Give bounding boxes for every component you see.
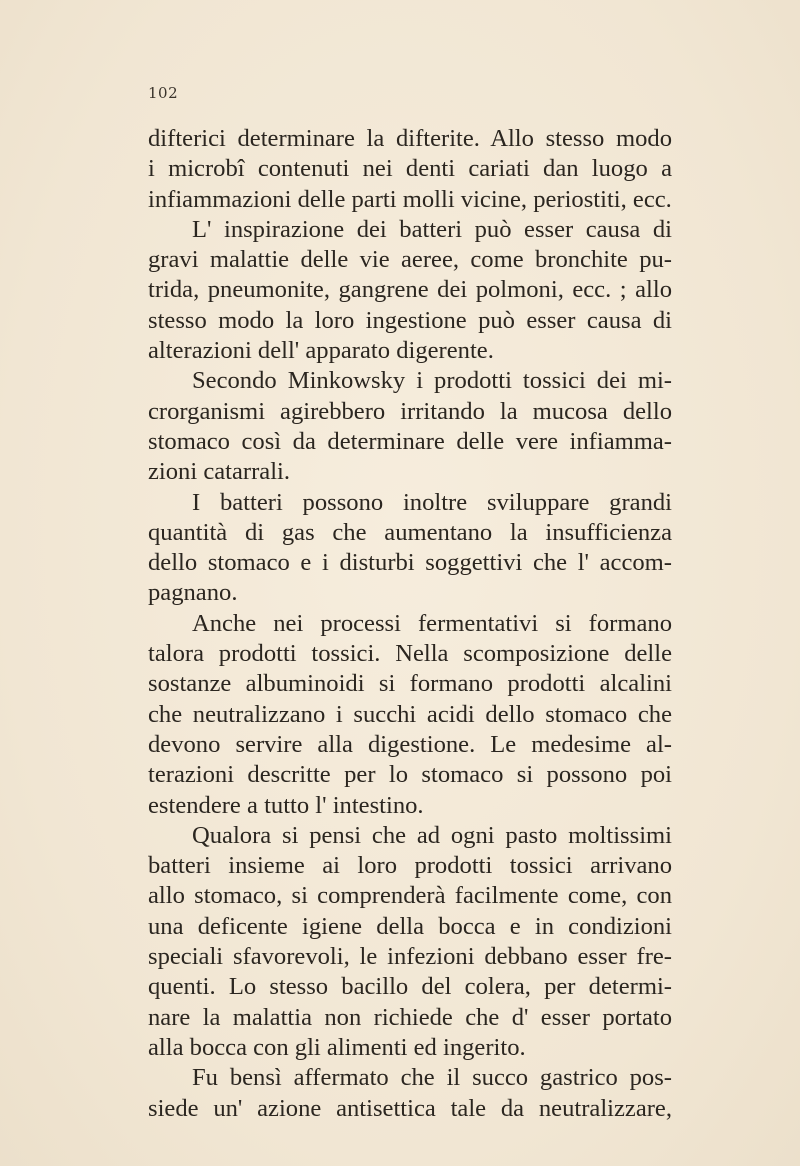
- text-line: Qualora si pensi che ad ogni pasto moltissimi: [192, 821, 672, 849]
- text-line: una deficente igiene della bocca e in condizioni: [148, 912, 672, 940]
- text-line: Secondo Minkowsky i prodotti tossici dei mi-: [192, 367, 672, 395]
- text-line: batteri insieme ai loro prodotti tossici arrivano: [148, 852, 672, 880]
- page-number: 102: [148, 84, 179, 102]
- text-line: crorganismi agirebbero irritando la mucosa dello: [148, 397, 672, 425]
- text-line: alla bocca con gli alimenti ed ingerito.: [148, 1033, 526, 1061]
- text-line: sostanze albuminoidi si formano prodotti alcalini: [148, 670, 672, 698]
- text-line: dello stomaco e i disturbi soggettivi che l' accom-: [148, 549, 672, 577]
- text-line: allo stomaco, si comprenderà facilmente come, con: [148, 882, 672, 910]
- text-line: nare la malattia non richiede che d' esser portato: [148, 1003, 672, 1031]
- text-line: terazioni descritte per lo stomaco si possono poi: [148, 761, 672, 789]
- text-line: zioni catarrali.: [148, 458, 291, 486]
- text-line: quenti. Lo stesso bacillo del colera, per determi-: [148, 973, 672, 1001]
- text-line: i microbî contenuti nei denti cariati dan luogo a: [148, 155, 672, 183]
- text-line: talora prodotti tossici. Nella scomposizione delle: [148, 640, 672, 668]
- text-line: trida, pneumonite, gangrene dei polmoni, ecc. ; allo: [148, 276, 672, 304]
- text-line: speciali sfavorevoli, le infezioni debbano esser fre-: [148, 943, 672, 971]
- text-line: alterazioni dell' apparato digerente.: [148, 337, 494, 365]
- text-line: gravi malattie delle vie aeree, come bronchite pu-: [148, 246, 672, 274]
- text-line: pagnano.: [148, 579, 238, 607]
- text-line: stomaco così da determinare delle vere infiamma-: [148, 427, 672, 455]
- text-line: estendere a tutto l' intestino.: [148, 791, 424, 819]
- text-line: infiammazioni delle parti molli vicine, periostiti, ecc.: [148, 185, 672, 213]
- text-line: quantità di gas che aumentano la insufficienza: [148, 518, 672, 546]
- text-line: stesso modo la loro ingestione può esser causa di: [148, 306, 672, 334]
- text-line: devono servire alla digestione. Le medesime al-: [148, 730, 672, 758]
- text-line: L' inspirazione dei batteri può esser causa di: [192, 215, 672, 243]
- text-line: I batteri possono inoltre sviluppare grandi: [192, 488, 672, 516]
- text-line: Anche nei processi fermentativi si formano: [192, 609, 672, 637]
- text-line: che neutralizzano i succhi acidi dello stomaco che: [148, 700, 672, 728]
- text-line: difterici determinare la difterite. Allo stesso modo: [148, 125, 672, 152]
- body-text: [148, 124, 672, 1124]
- text-line: Fu bensì affermato che il succo gastrico pos-: [192, 1064, 672, 1092]
- text-line: siede un' azione antisettica tale da neutralizzare,: [148, 1094, 672, 1122]
